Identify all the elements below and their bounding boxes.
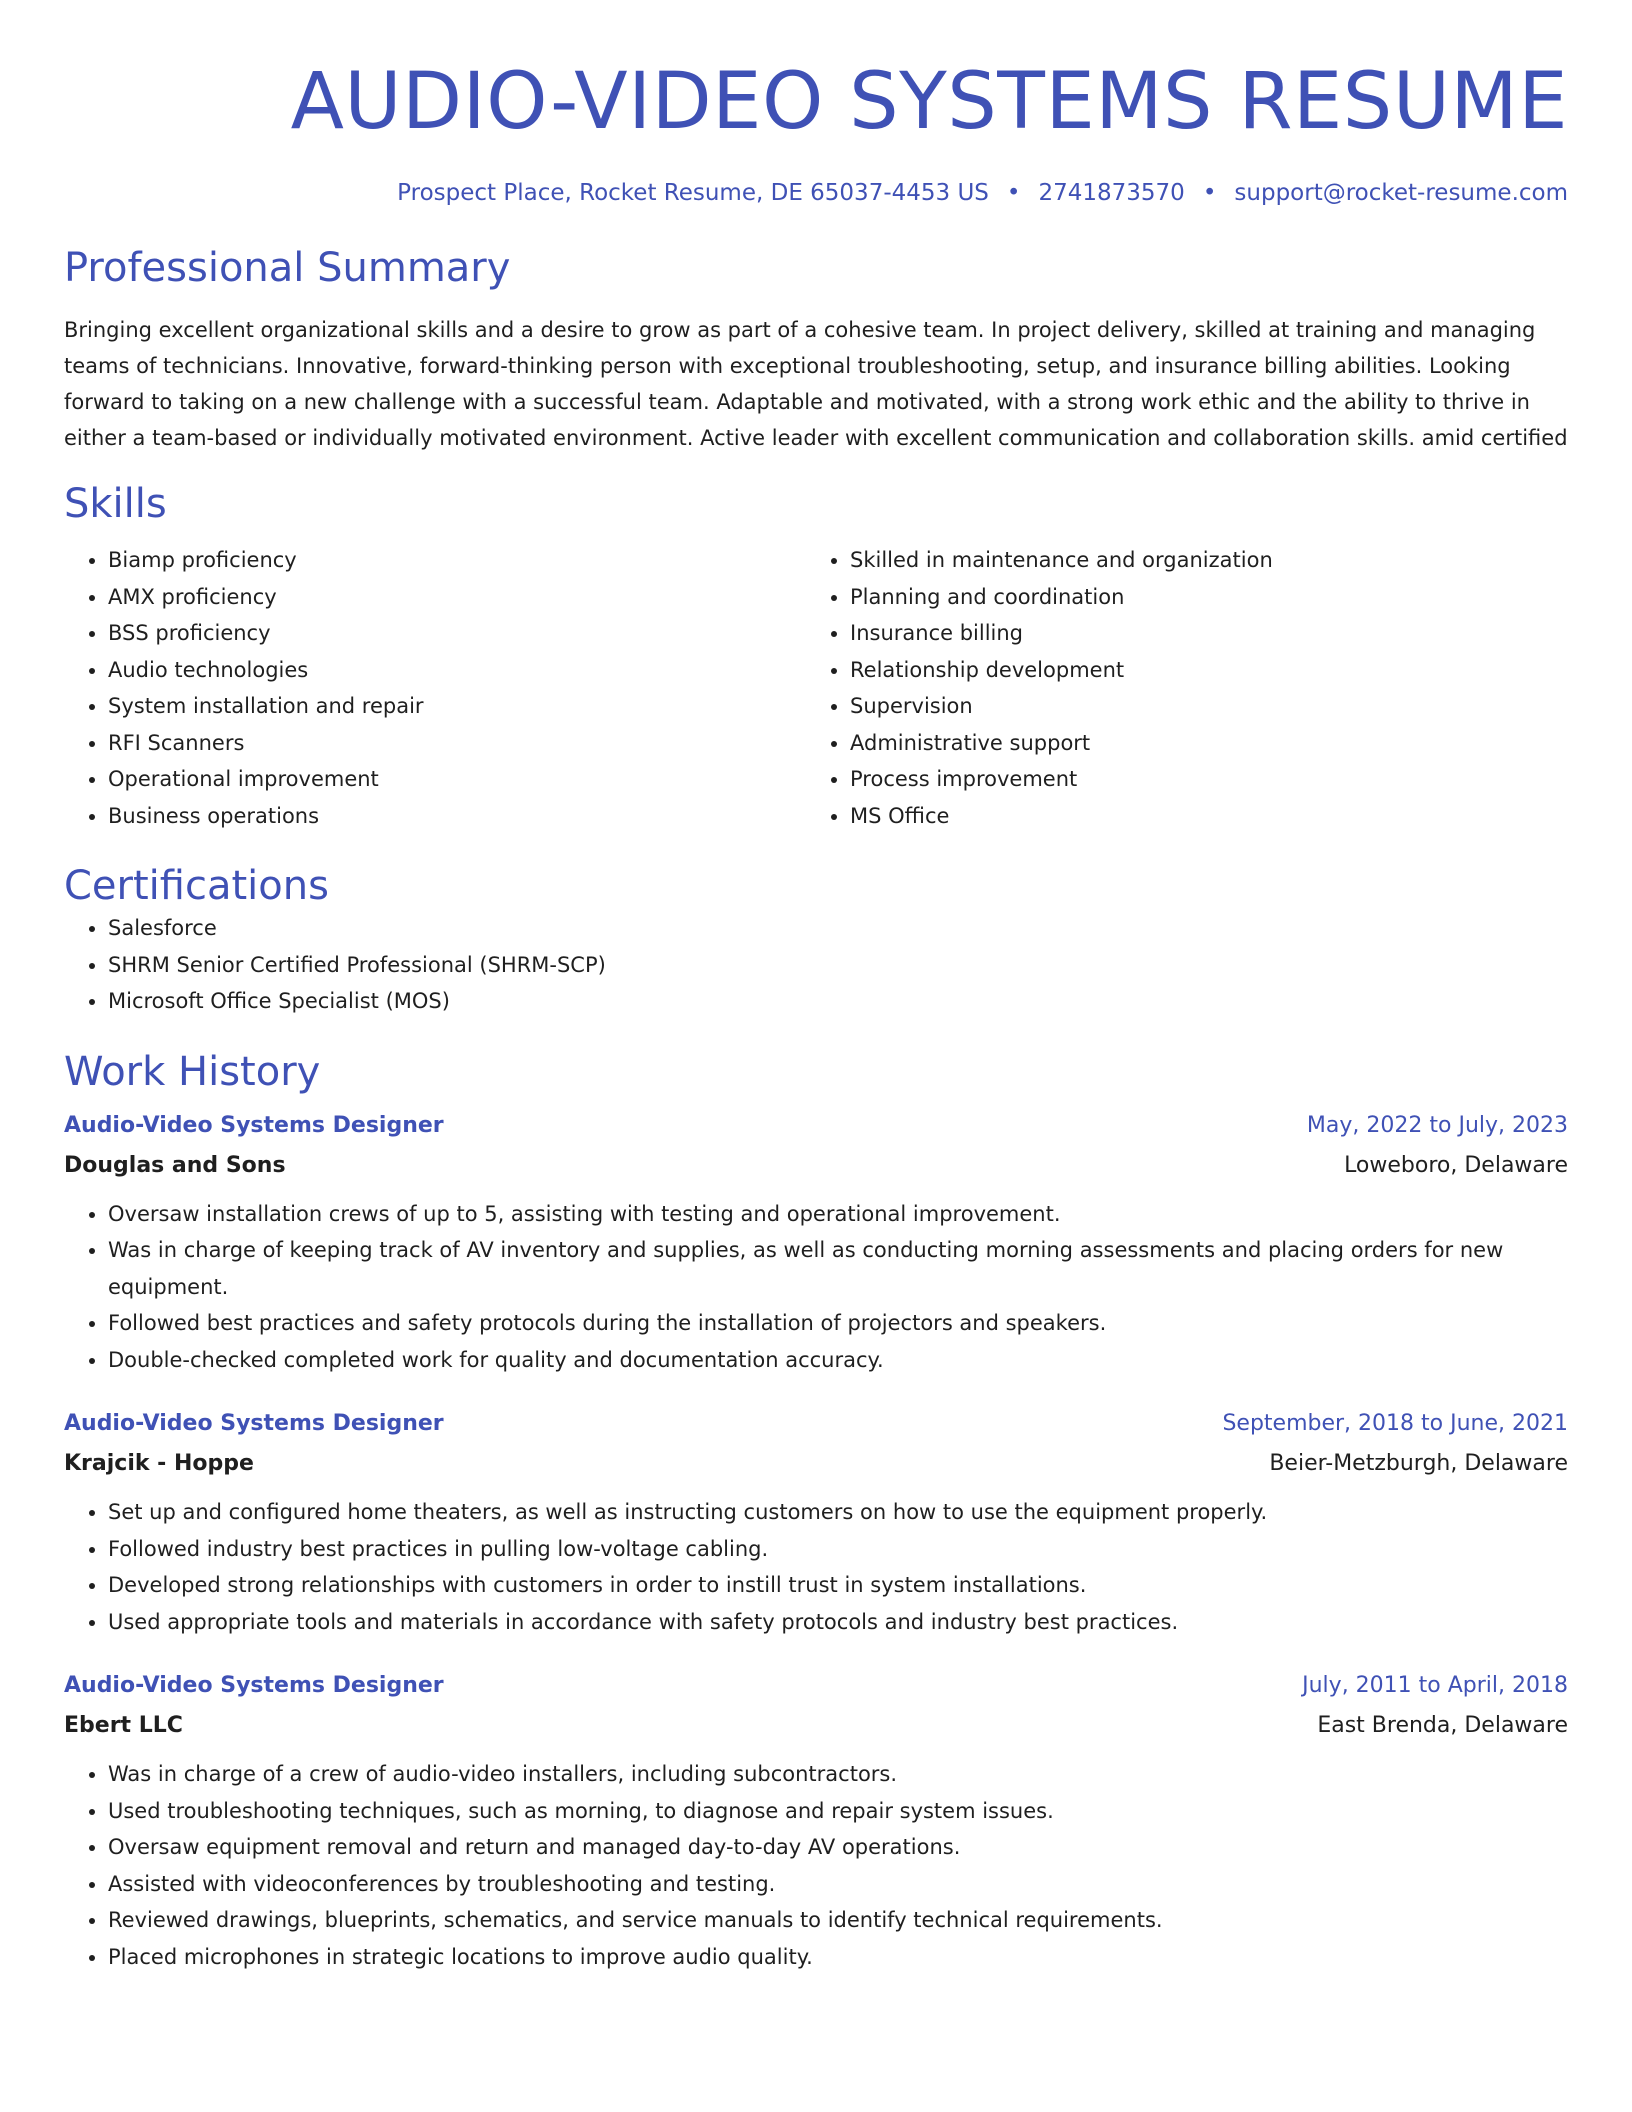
- skill-item: • Supervision: [850, 688, 1548, 725]
- contact-phone: 2741873570: [1038, 180, 1185, 206]
- contact-line: [64, 178, 1568, 208]
- job-duty: • Used appropriate tools and materials in accordance with safety protocols and industry best practices.: [108, 1604, 1568, 1641]
- job-duty: • Reviewed drawings, blueprints, schematics, and service manuals to identify technical requirements.: [108, 1902, 1568, 1939]
- certification-item: • Salesforce: [108, 910, 1568, 947]
- job-duty: • Double-checked completed work for quality and documentation accuracy.: [108, 1342, 1568, 1379]
- job-title: Audio-Video Systems Designer: [64, 1411, 444, 1436]
- job-location: Loweboro, Delaware: [1344, 1152, 1568, 1178]
- job-company-row: [64, 1146, 1568, 1186]
- job-company-row: [64, 1444, 1568, 1484]
- skills-column-left: [64, 542, 806, 834]
- job-dates: May, 2022 to July, 2023: [1306, 1112, 1568, 1138]
- skill-item: • Audio technologies: [108, 652, 806, 689]
- job-company-row: [64, 1706, 1568, 1746]
- skills-heading: Skills: [64, 481, 167, 527]
- job-duty: • Developed strong relationships with customers in order to instill trust in system installations.: [108, 1567, 1568, 1604]
- job-header-row: [64, 1106, 1568, 1146]
- contact-email: support@rocket-resume.com: [1234, 180, 1568, 206]
- contact-address: Prospect Place, Rocket Resume, DE 65037-4453 US: [397, 180, 989, 206]
- job-dates: September, 2018 to June, 2021: [1222, 1411, 1568, 1436]
- job-location: Beier-Metzburgh, Delaware: [1269, 1451, 1568, 1476]
- contact-separator: •: [1202, 180, 1217, 206]
- certifications-heading: Certifications: [64, 863, 329, 909]
- job-duty: • Placed microphones in strategic locations to improve audio quality.: [108, 1939, 1568, 1976]
- skill-item: • AMX proficiency: [108, 579, 806, 616]
- job-duties-list: [64, 1494, 1568, 1640]
- job-header-row: [64, 1666, 1568, 1706]
- resume-page: [64, 0, 1568, 1975]
- skills-grid: [64, 542, 1568, 834]
- skill-item: • Process improvement: [850, 761, 1548, 798]
- job-duty: • Was in charge of keeping track of AV inventory and supplies, as well as conducting morning assessments and placing orders for new equipment.: [108, 1232, 1568, 1305]
- skill-item: • Planning and coordination: [850, 579, 1548, 616]
- job-duty: • Set up and configured home theaters, as well as instructing customers on how to use the equipment properly.: [108, 1494, 1568, 1531]
- job-duty: • Used troubleshooting techniques, such as morning, to diagnose and repair system issues.: [108, 1793, 1568, 1830]
- skill-item: • BSS proficiency: [108, 615, 806, 652]
- job-entry: [64, 1404, 1568, 1640]
- skill-item: • Operational improvement: [108, 761, 806, 798]
- job-dates: July, 2011 to April, 2018: [1302, 1673, 1568, 1698]
- skill-item: • System installation and repair: [108, 688, 806, 725]
- certification-item: • SHRM Senior Certified Professional (SHRM-SCP): [108, 947, 1568, 984]
- job-title: Audio-Video Systems Designer: [64, 1673, 444, 1698]
- job-location: East Brenda, Delaware: [1317, 1713, 1568, 1738]
- resume-title: AUDIO-VIDEO SYSTEMS RESUME: [290, 57, 1568, 147]
- skill-item: • MS Office: [850, 798, 1548, 835]
- job-duty: • Oversaw equipment removal and return and managed day-to-day AV operations.: [108, 1829, 1568, 1866]
- skill-item: • Skilled in maintenance and organization: [850, 542, 1548, 579]
- contact-separator: •: [1006, 180, 1021, 206]
- skill-item: • RFI Scanners: [108, 725, 806, 762]
- job-company: Douglas and Sons: [64, 1152, 286, 1178]
- job-duty: • Followed best practices and safety protocols during the installation of projectors and speakers.: [108, 1305, 1568, 1342]
- job-title: Audio-Video Systems Designer: [64, 1112, 444, 1138]
- job-header-row: [64, 1404, 1568, 1444]
- job-duties-list: [64, 1196, 1568, 1379]
- skill-item: • Business operations: [108, 798, 806, 835]
- skill-item: • Biamp proficiency: [108, 542, 806, 579]
- skills-column-right: [806, 542, 1548, 834]
- skill-item: • Insurance billing: [850, 615, 1548, 652]
- skills-list-left: [64, 542, 806, 834]
- job-entry: [64, 1106, 1568, 1379]
- job-entry: [64, 1666, 1568, 1975]
- summary-text: Bringing excellent organizational skills and a desire to grow as part of a cohesive team. In project delivery, skilled at training and managing teams of technicians. Innovative, forward-thinking person with exceptional troubleshooting, setup, and insurance billing abilities. Looking forward to taking on a new challenge with a successful team. Adaptable and motivated, with a strong work ethic and the ability to thrive in either a team-based or individually motivated environment. Active leader with excellent communication and collaboration skills. amid certified: [64, 318, 1568, 450]
- summary-heading: Professional Summary: [64, 245, 511, 291]
- skill-item: • Administrative support: [850, 725, 1548, 762]
- job-duties-list: [64, 1756, 1568, 1975]
- job-duty: • Oversaw installation crews of up to 5, assisting with testing and operational improvement.: [108, 1196, 1568, 1233]
- job-duty: • Was in charge of a crew of audio-video installers, including subcontractors.: [108, 1756, 1568, 1793]
- job-duty: • Assisted with videoconferences by troubleshooting and testing.: [108, 1866, 1568, 1903]
- skills-list-right: [806, 542, 1548, 834]
- skill-item: • Relationship development: [850, 652, 1548, 689]
- job-company: Ebert LLC: [64, 1713, 183, 1738]
- certification-item: • Microsoft Office Specialist (MOS): [108, 983, 1568, 1020]
- certifications-list: [64, 910, 1568, 1020]
- job-company: Krajcik - Hoppe: [64, 1451, 254, 1476]
- work-history-heading: Work History: [64, 1048, 321, 1095]
- job-duty: • Followed industry best practices in pulling low-voltage cabling.: [108, 1531, 1568, 1568]
